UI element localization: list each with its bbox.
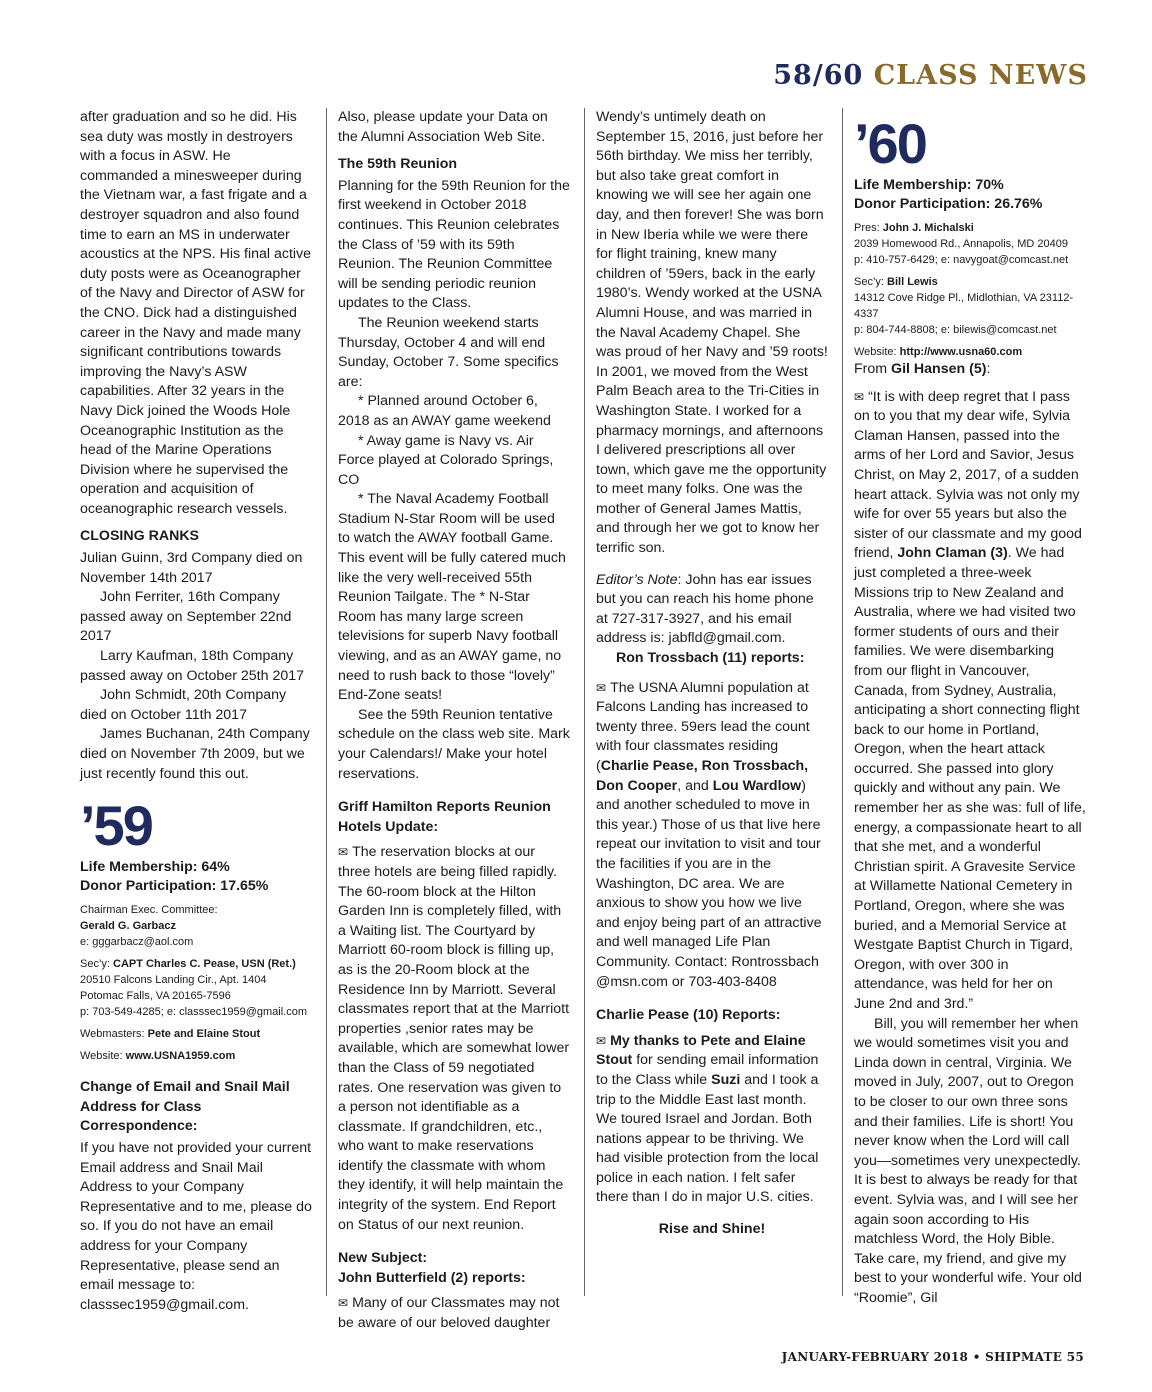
footer-issue: JANUARY-FEBRUARY 2018 • SHIPMATE xyxy=(781,1350,1063,1364)
name-suzi: Suzi xyxy=(711,1071,741,1088)
paragraph: “It is with deep regret that I pass on to you that my dear wife, Sylvia Claman Hansen, passed into the arms of her Lord and Savior, Jesus Christ, on May 2, 2017, of a sudden heart attack. Sylvia was not only my wife for over 55 years but also the sister of our classmate and my good friend, xyxy=(854,388,1082,562)
website-label: Website: xyxy=(854,346,897,358)
header-class-numbers: 58/60 xyxy=(773,60,864,91)
secretary-contact: p: 703-549-4285; e: classsec1959@gmail.com xyxy=(80,1006,308,1019)
page-number: 55 xyxy=(1066,1350,1084,1364)
column-divider xyxy=(584,108,585,1296)
classmate-name: John Claman (3) xyxy=(897,545,1008,562)
paragraph: , and xyxy=(677,777,713,794)
chair-label: Chairman Exec. Committee: xyxy=(80,904,218,917)
paragraph: . We had just completed a three-week Missions trip to New Zealand and Australia, where we had visited two former students of ours and their families. We were disembarking from our flight in Vancouver, Canada, from Sydney, Australia, anticipating a short connecting flight back to our home in Portland, Oregon, when the heart attack occurred. She passed into glory quickly and without any pain. We remember her as she was: full of life, energy, a compassionate heart to all that she met, and a wonderful Christian spirit. A Gravesite Service at Willamette National Cemetery in Portland, Oregon, where she was buried, and a Memorial Service at Westgate Baptist Church in Tigard, Oregon, with over 300 in attendance, was held for her on June 2nd and 3rd.” xyxy=(854,545,1086,1012)
secretary-name: CAPT Charles C. Pease, USN (Ret.) xyxy=(113,958,296,971)
paragraph: after graduation and so he did. His sea duty was mostly in destroyers with a focus in ASW. He commanded a minesweeper during the Vietnam war, a fast frigate and a destroyer squadron and also found time to earn an MS in underwater acoustics at the NPS. His final active duty posts were as Oceanographer of the Navy and Director of ASW for the CNO. Dick had a distinguished career in the Navy and made many significant contributions towards improving the Navy’s ASW capabilities. After 32 years in the Navy Dick joined the Woods Hole Oceanographic Institution as the head of the Marine Operations Division where he supervised the operation and acquisition of oceanographic research vessels. xyxy=(80,109,312,517)
envelope-icon: ✉ xyxy=(338,1296,349,1311)
envelope-icon: ✉ xyxy=(854,389,865,404)
section-header xyxy=(773,60,1088,91)
obituary-item: John Ferriter, 16th Company passed away on September 22nd 2017 xyxy=(80,589,292,645)
reunion-heading: The 59th Reunion xyxy=(338,156,458,173)
closing-ranks-heading: CLOSING RANKS xyxy=(80,528,200,545)
secretary-address: 14312 Cove Ridge Pl., Midlothian, VA 23112-4337 xyxy=(854,292,1074,320)
envelope-icon: ✉ xyxy=(338,845,349,860)
webmasters-label: Webmasters: xyxy=(80,1028,145,1041)
obituary-item: James Buchanan, 24th Company died on November 7th 2009, but we just recently found this out. xyxy=(80,726,310,782)
chair-name: Gerald G. Garbacz xyxy=(80,920,176,933)
secretary-contact: p: 804-744-8808; e: bilewis@comcast.net xyxy=(854,324,1057,336)
paragraph: The Reunion weekend starts Thursday, October 4 and will end Sunday, October 7. Some specifics are: xyxy=(338,314,559,390)
paragraph: Planning for the 59th Reunion for the first weekend in October 2018 continues. This Reunion celebrates the Class of ’59 with its 59th Reunion. The Reunion Committee will be sending periodic reunion updates to the Class. xyxy=(338,177,570,312)
secretary-name: Bill Lewis xyxy=(887,276,938,288)
secretary-label: Sec’y: xyxy=(80,958,110,971)
envelope-icon: ✉ xyxy=(596,680,607,695)
editors-note-text: : John has ear issues but you can reach his home phone at 727-317-3927, and his email address is: jabfld@gmail.com. xyxy=(596,571,814,647)
from-colon: : xyxy=(986,361,991,377)
paragraph: See the 59th Reunion tentative schedule on the class web site. Mark your Calendars!/ Make your hotel reservations. xyxy=(338,706,570,782)
classmate-name: Lou Wardlow xyxy=(712,777,802,794)
secretary-label: Sec’y: xyxy=(854,276,884,288)
envelope-icon: ✉ xyxy=(596,1033,607,1048)
donor-participation-60: Donor Participation: 26.76% xyxy=(854,196,1043,212)
obituary-item: Larry Kaufman, 18th Company passed away on October 25th 2017 xyxy=(80,648,305,684)
secretary-address: 20510 Falcons Landing Cir., Apt. 1404 xyxy=(80,974,267,987)
griff-heading: Griff Hamilton Reports Reunion Hotels Update: xyxy=(338,799,551,835)
president-label: Pres: xyxy=(854,222,880,234)
rise-and-shine: Rise and Shine! xyxy=(658,1221,766,1238)
pease-heading: Charlie Pease (10) Reports: xyxy=(596,1007,781,1024)
class-year-59: ’59 xyxy=(80,794,152,858)
paragraph: Also, please update your Data on the Alumni Association Web Site. xyxy=(338,109,548,145)
secretary-address: Potomac Falls, VA 20165-7596 xyxy=(80,990,231,1003)
website-link[interactable]: www.USNA1959.com xyxy=(125,1050,236,1063)
column-1 xyxy=(80,108,312,1315)
paragraph: and I took a trip to the Middle East last month. We toured Israel and Jordan. Both nations appear to be thriving. We had visible protection from the local police in each nation. I felt safer there than I do in major U.S. cities. xyxy=(596,1071,819,1206)
column-divider xyxy=(842,108,843,1296)
chair-email: e: gggarbacz@aol.com xyxy=(80,936,194,949)
thanks-text: My thanks to Pete and Elaine Stout xyxy=(596,1032,806,1069)
obituary-item: Julian Guinn, 3rd Company died on November 14th 2017 xyxy=(80,550,303,586)
paragraph: * Away game is Navy vs. Air Force played at Colorado Springs, CO xyxy=(338,432,554,488)
new-subject-heading: New Subject: xyxy=(338,1250,428,1267)
webmasters-names: Pete and Elaine Stout xyxy=(147,1028,261,1041)
president-contact: p: 410-757-6429; e: navygoat@comcast.net xyxy=(854,254,1069,266)
website-label: Website: xyxy=(80,1050,123,1063)
paragraph: for sending email information to the Class while xyxy=(596,1052,819,1088)
change-address-heading: Change of Email and Snail Mail Address for Class Correspondence: xyxy=(80,1079,290,1135)
paragraph: The reservation blocks at our three hotels are being filled rapidly. The 60-room block at the Hilton Garden Inn is completely filled, with a Waiting list. The Courtyard by Marriott 60-room block is filling up, as is the 20-Room block at the Residence Inn by Marriott. Several classmates report that at the Marriott properties ,senior rates may be available, which are somewhat lower than the Class of 59 negotiated rates. One reservation was given to a person not identifiable as a classmate. If grandchildren, etc., who want to make reservations identify the classmate with whom they identify, it will help maintain the integrity of the system. End Report on Status of our next reunion. xyxy=(338,844,570,1233)
paragraph: * Planned around October 6, 2018 as an AWAY game weekend xyxy=(338,393,551,429)
editors-note-label: Editor’s Note xyxy=(596,571,678,588)
column-divider xyxy=(326,108,327,1296)
paragraph: ) and another scheduled to move in this year.) Those of us that live here repeat our invitation to visit and tour the facilities if you are in the Washington, DC area. We are anxious to show you how we live and enjoy being part of an attractive and well managed Life Plan Community. Contact: Rontrossbach @msn.com or 703-403-8408 xyxy=(596,777,822,990)
president-address: 2039 Homewood Rd., Annapolis, MD 20409 xyxy=(854,238,1069,250)
website-link[interactable]: http://www.usna60.com xyxy=(899,346,1023,358)
from-name: Gil Hansen (5) xyxy=(891,361,987,377)
paragraph: Many of our Classmates may not be aware of our beloved daughter xyxy=(338,1295,560,1332)
paragraph: The USNA Alumni population at Falcons Landing has increased to twenty three. 59ers lead the count with four classmates residing ( xyxy=(596,679,810,774)
classmate-names: Charlie Pease, Ron Trossbach, Don Cooper xyxy=(596,758,809,794)
life-membership-60: Life Membership: 70% xyxy=(854,177,1004,193)
paragraph: Bill, you will remember her when we would sometimes visit you and Linda down in central, Virginia. We moved in July, 2007, out to Oregon to be closer to our own three sons and their families. Life is short! You never know when the Lord will call you—sometimes very unexpectedly. It is best to always be ready for that event. Sylvia was, and I will see her again soon according to His matchless Word, the Holy Bible. Take care, my friend, and give my best to your wonderful wife. Your old “Roomie”, Gil xyxy=(854,1015,1082,1306)
from-label: From xyxy=(854,361,892,377)
column-3 xyxy=(596,108,828,1252)
paragraph: Wendy’s untimely death on September 15, 2016, just before her 56th birthday. We miss her terribly, but also take great comfort in knowing we will see her again one day, and then forever! She was born in New Iberia while we were there for flight training, knew many children of ’59ers, back in the early 1980’s. Wendy worked at the USNA Alumni House, and was married in the Naval Academy Chapel. She was proud of her Navy and ’59 roots! In 2001, we moved from the West Palm Beach area to the Tri-Cities in Washington State. I worked for a pharmacy mornings, and afternoons I delivered prescriptions all over town, which gave me the opportunity to meet many folks. One was the mother of General James Mattis, and through her we got to know her terrific son. xyxy=(596,109,828,557)
life-membership-59: Life Membership: 64% xyxy=(80,859,230,876)
paragraph: If you have not provided your current Email address and Snail Mail Address to your Company Representative and to me, please do so. If you do not have an email address for your Company Representative, please send an email message to: classsec1959@gmail.com. xyxy=(80,1139,312,1313)
paragraph: * The Naval Academy Football Stadium N-Star Room will be used to watch the AWAY football Game. This event will be fully catered much like the very well-received 55th Reunion Tailgate. The * N-Star Room has many large screen televisions for superb Navy football viewing, and as an AWAY game, no need to rush back to those “lovely” End-Zone seats! xyxy=(338,491,566,704)
column-2 xyxy=(338,108,570,1334)
class-year-60: ’60 xyxy=(854,112,926,175)
trossbach-heading: Ron Trossbach (11) reports: xyxy=(616,650,805,667)
butterfield-heading: John Butterfield (2) reports: xyxy=(338,1269,526,1286)
header-class-news: CLASS NEWS xyxy=(873,60,1088,91)
page-footer xyxy=(782,1350,1084,1364)
column-4 xyxy=(854,108,1086,1309)
obituary-item: John Schmidt, 20th Company died on October 11th 2017 xyxy=(80,687,287,723)
president-name: John J. Michalski xyxy=(882,222,974,234)
donor-participation-59: Donor Participation: 17.65% xyxy=(80,878,269,895)
